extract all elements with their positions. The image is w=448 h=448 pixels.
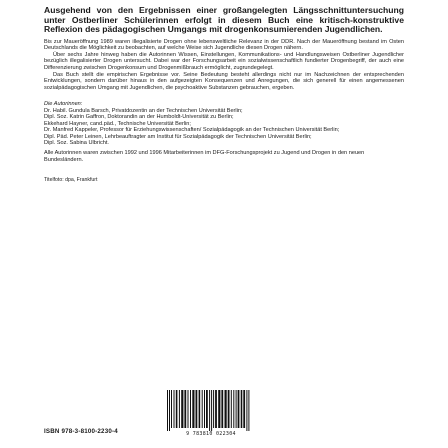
barcode-bar xyxy=(206,390,208,428)
barcode-bar xyxy=(192,390,194,428)
barcode-bar xyxy=(241,390,243,428)
barcode-bar xyxy=(211,390,212,432)
barcode-bar xyxy=(213,390,214,428)
barcode-bar xyxy=(181,390,183,428)
barcode-bar xyxy=(190,390,191,428)
barcode-bar xyxy=(188,390,189,428)
funding-note: Alle Autorinnen waren zwischen 1992 und 1996 Mitarbeiterinnen im DFG-Forschungsprojekt zu Jugend und Drogen in den neuen Bundesländern. xyxy=(44,150,365,163)
barcode-bar xyxy=(221,390,223,428)
isbn-barcode xyxy=(163,390,259,442)
body-paragraph-2: Über sechs Jahre hinweg haben die Autorinnen Wissen, Einstellungen, Kommunikations- und Handlungsweisen Ostberliner Jugendlicher bezüglich illegalisierter Drogen untersucht. Dabei war der Forschungsarbeit ein sozialwissenschaftlich fundierter Drogenbegriff, der auch eine Differenzierung zwischen Drogenkonsum und Drogenmißbrauch ermöglicht, zugrundegelegt. xyxy=(44,51,404,71)
barcode-bar xyxy=(174,390,175,428)
barcode-bar xyxy=(236,390,237,428)
barcode-bar xyxy=(225,390,227,428)
barcode-bar xyxy=(199,390,201,428)
body-paragraph-1: Bis zur Maueröffnung 1989 waren illegalisierte Drogen ohne lebensweltliche Relevanz in der DDR. Nach der Maueröffnung bestand im Osten Deutschlands die Möglichkeit zu beobachten, auf welche Weise sich Jugendliche diesen Drogen nähern. xyxy=(44,38,404,52)
barcode-bar xyxy=(238,390,240,428)
author-entry: Dipl. Päd. Peter Leinen, Lehrbeauftragter am Institut für Sozialpädagogik der Technischen Universität Berlin; xyxy=(44,133,312,140)
barcode-digits: 9 783810 022304 xyxy=(163,431,259,437)
barcode-bar xyxy=(196,390,198,428)
barcode-bar xyxy=(246,390,247,432)
photo-credit: Titelfoto: dpa, Frankfurt xyxy=(44,177,98,184)
barcode-bar xyxy=(204,390,205,428)
barcode-bar xyxy=(202,390,203,428)
lead-paragraph: Ausgehend von den Ergebnissen einer großangelegten Längsschnittuntersuchung unter Ostberliner Schülerinnen erfolgt in diesem Buch eine kritisch-konstruktive Reflexion des pädagogischen Umgangs mit drogenkonsumierenden Jugendlichen. xyxy=(44,5,404,35)
barcode-bar xyxy=(248,390,249,432)
authors-heading: Die Autorinnen: xyxy=(44,101,83,108)
author-entry: Dr. Manfred Kappeler, Professor für Erziehungswissenschaften/ Sozialpädagogik an der Technischen Universität Berlin; xyxy=(44,127,340,134)
barcode-bar xyxy=(233,390,234,428)
author-entry: Dipl. Soz. Sabina Ulbricht. xyxy=(44,140,109,147)
barcode-bar xyxy=(243,390,245,428)
author-entry: Ekkehard Hayner, cand.päd., Technische Universität Berlin; xyxy=(44,120,191,127)
isbn-number: ISBN 978-3-8100-2230-4 xyxy=(44,428,118,435)
barcode-bar xyxy=(176,390,178,428)
blurb-text-block xyxy=(44,6,404,188)
author-entry: Dipl. Soz. Katrin Gaffron, Doktorandin an der Humboldt-Universität zu Berlin; xyxy=(44,114,234,121)
barcode-bar xyxy=(171,390,172,428)
body-paragraph-3: Das Buch stellt die empirischen Ergebnisse vor. Seine Bedeutung besteht allerdings nicht nur im Nachzeichnen der entsprechenden Entwicklungen, sondern darüber hinaus in den aufgezeigten Konsequenzen und Anregungen, die sich generell für einen angemessenen sozialpädagogischen Umgang mit Jugendlichen, die psychoaktive Substanzen gebrauchen, ergeben. xyxy=(44,71,404,91)
barcode-bar xyxy=(209,390,210,432)
authors-section xyxy=(44,101,404,163)
barcode-bar xyxy=(215,390,217,428)
barcode-bar xyxy=(184,390,186,428)
barcode-bar xyxy=(218,390,220,428)
barcode-bar xyxy=(179,390,180,428)
barcode-bar xyxy=(228,390,230,428)
author-entry: Dr. Habil. Gundula Barsch, Privatdozentin an der Technischen Universität Berlin; xyxy=(44,107,243,114)
barcode-bar xyxy=(167,390,168,432)
barcode-bar xyxy=(231,390,232,428)
barcode-bars xyxy=(163,390,259,432)
barcode-bar xyxy=(169,390,170,432)
